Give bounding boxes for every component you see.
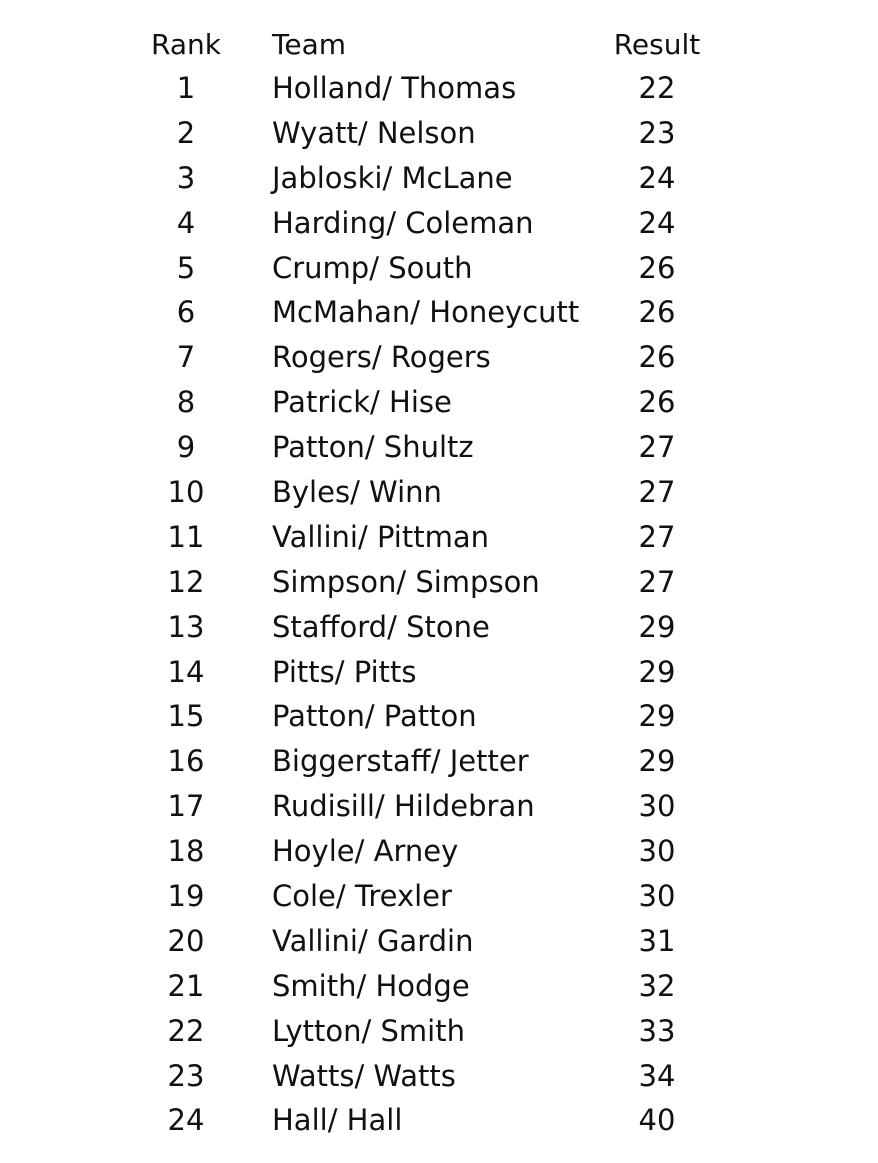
table-row [0,201,878,246]
table-row [0,739,878,784]
table-row [0,111,878,156]
team-cell: Harding/ Coleman [272,205,534,240]
table-row [0,1054,878,1099]
team-cell: Vallini/ Gardin [272,923,474,958]
team-cell: Wyatt/ Nelson [272,115,476,150]
team-cell: Cole/ Trexler [272,879,452,914]
table-row [0,290,878,335]
result-header: Result [613,28,701,61]
result-cell: 26 [638,385,676,420]
result-cell: 32 [638,968,676,1003]
result-cell: 27 [638,519,676,554]
rank-cell: 6 [176,295,196,330]
team-cell: Patrick/ Hise [272,385,452,420]
result-cell: 29 [638,654,676,689]
table-row [0,1098,878,1143]
team-header: Team [272,28,347,61]
result-cell: 23 [638,115,676,150]
table-body [0,66,878,1143]
table-row [0,470,878,515]
result-cell: 26 [638,250,676,285]
table-row [0,156,878,201]
table-row [0,605,878,650]
result-cell: 27 [638,564,676,599]
rank-header: Rank [151,28,221,61]
team-cell: Patton/ Shultz [272,430,474,465]
result-cell: 26 [638,295,676,330]
rank-cell: 2 [176,115,196,150]
rank-cell: 10 [167,475,205,510]
rank-cell: 21 [167,968,205,1003]
result-cell: 33 [638,1013,676,1048]
team-cell: McMahan/ Honeycutt [272,295,580,330]
table-row [0,66,878,111]
table-row [0,1009,878,1054]
table-header [0,24,878,66]
rank-cell: 4 [176,205,196,240]
team-cell: Lytton/ Smith [272,1013,465,1048]
result-cell: 24 [638,160,676,195]
table-row [0,650,878,695]
team-cell: Watts/ Watts [272,1058,456,1093]
result-cell: 31 [638,923,676,958]
team-cell: Jabloski/ McLane [272,160,513,195]
rank-cell: 3 [176,160,196,195]
rank-cell: 15 [167,699,205,734]
result-cell: 34 [638,1058,676,1093]
rank-cell: 11 [167,519,205,554]
result-cell: 27 [638,475,676,510]
team-cell: Smith/ Hodge [272,968,470,1003]
team-cell: Pitts/ Pitts [272,654,417,689]
rank-cell: 22 [167,1013,205,1048]
table-row [0,560,878,605]
table-row [0,919,878,964]
result-cell: 30 [638,879,676,914]
rank-cell: 14 [167,654,205,689]
team-cell: Simpson/ Simpson [272,564,540,599]
team-cell: Patton/ Patton [272,699,477,734]
team-cell: Holland/ Thomas [272,71,517,105]
table-row [0,784,878,829]
result-cell: 29 [638,699,676,734]
rank-cell: 16 [167,744,205,779]
result-cell: 29 [638,744,676,779]
team-cell: Byles/ Winn [272,475,442,510]
rank-cell: 23 [167,1058,205,1093]
rank-cell: 8 [176,385,196,420]
result-cell: 26 [638,340,676,375]
team-cell: Vallini/ Pittman [272,519,490,554]
result-cell: 24 [638,205,676,240]
rank-cell: 5 [176,250,196,285]
table-row [0,335,878,380]
table-row [0,515,878,560]
team-cell: Rogers/ Rogers [272,340,491,375]
rank-cell: 12 [167,564,205,599]
result-cell: 27 [638,430,676,465]
rank-cell: 20 [167,923,205,958]
rank-cell: 7 [176,340,196,375]
result-cell: 30 [638,789,676,824]
team-cell: Biggerstaff/ Jetter [272,744,529,779]
table-row [0,964,878,1009]
rank-cell: 24 [167,1103,205,1138]
team-cell: Crump/ South [272,250,473,285]
table-row [0,425,878,470]
team-cell: Stafford/ Stone [272,609,490,644]
result-cell: 29 [638,609,676,644]
rank-cell: 18 [167,834,205,869]
result-cell: 22 [638,71,676,105]
table-row [0,694,878,739]
team-cell: Hoyle/ Arney [272,834,459,869]
result-cell: 40 [638,1103,676,1138]
results-table [0,24,878,1143]
table-row [0,380,878,425]
table-row [0,829,878,874]
rank-cell: 9 [176,430,196,465]
team-cell: Rudisill/ Hildebran [272,789,535,824]
rank-cell: 19 [167,879,205,914]
rank-cell: 13 [167,609,205,644]
rank-cell: 1 [176,71,196,105]
table-row [0,874,878,919]
result-cell: 30 [638,834,676,869]
rank-cell: 17 [167,789,205,824]
team-cell: Hall/ Hall [272,1103,403,1138]
table-row [0,246,878,291]
